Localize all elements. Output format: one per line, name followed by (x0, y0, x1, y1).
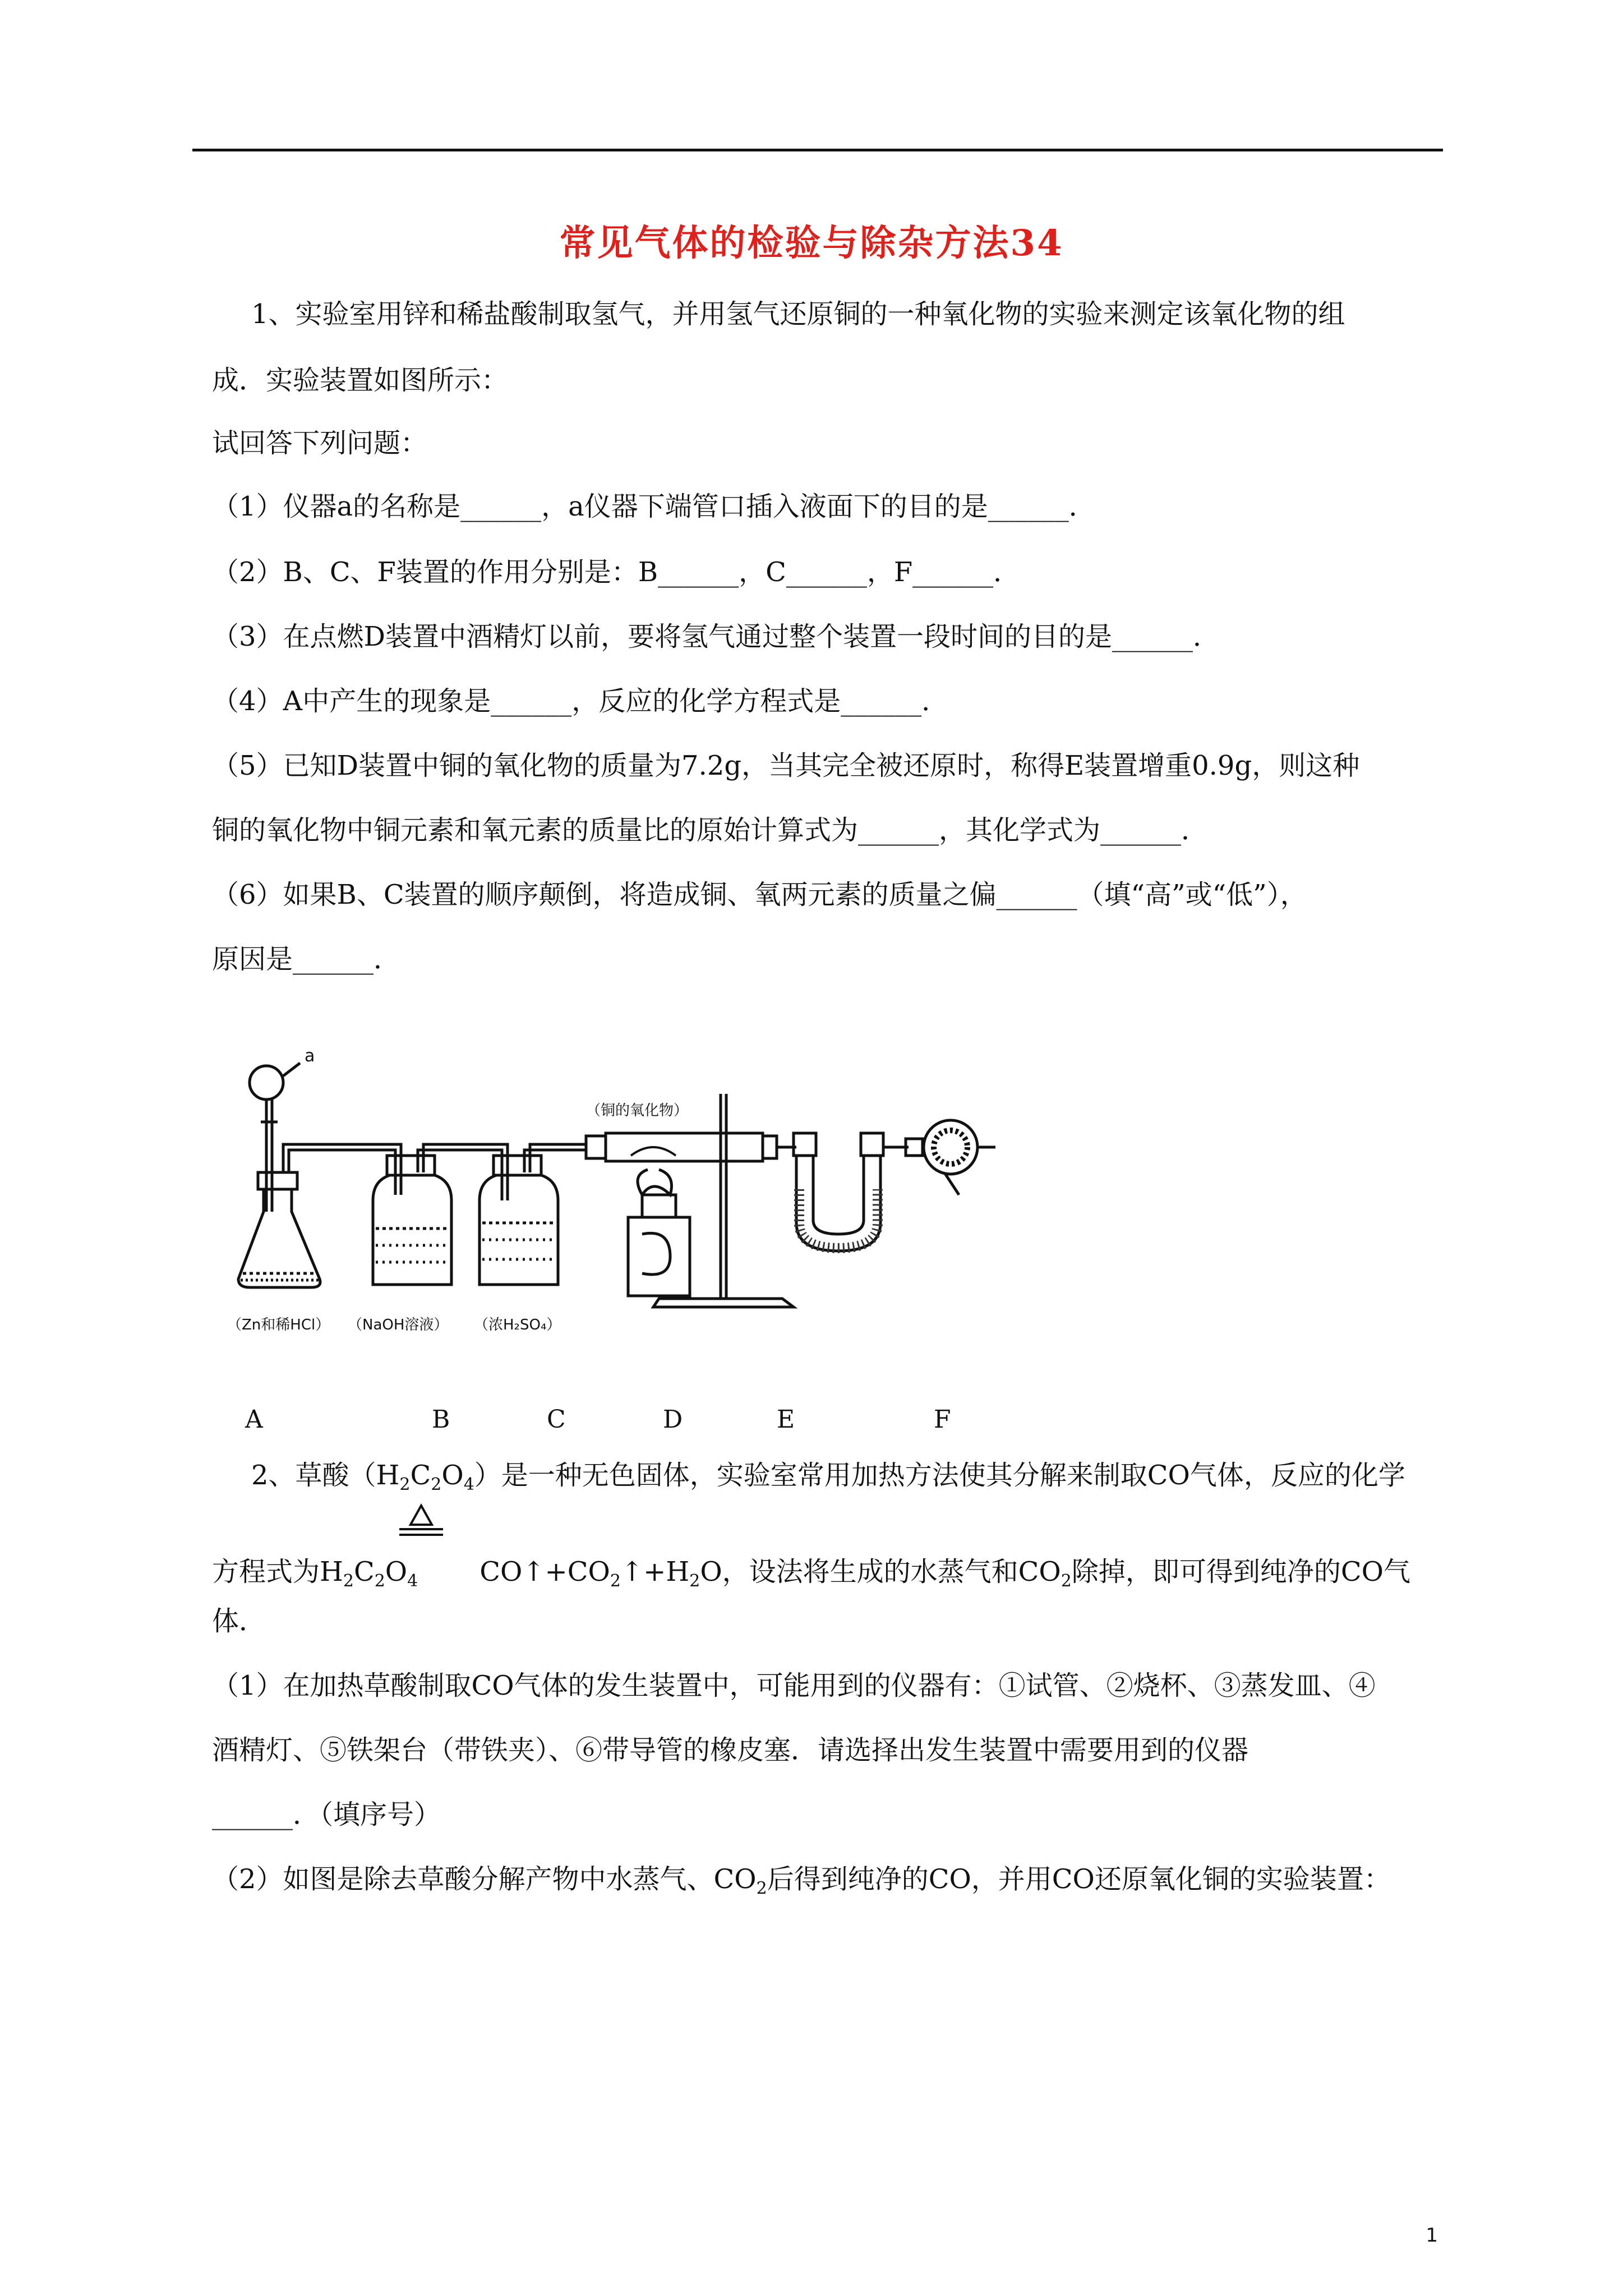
q1-part6-line1: （6）如果B、C装置的顺序颠倒，将造成铜、氧两元素的质量之偏______（填“高”或“低”）， (212, 879, 1307, 910)
label-bottle-b: （NaOH溶液） (348, 1317, 449, 1333)
q1-intro-line1: 1、实验室用锌和稀盐酸制取氢气，并用氢气还原铜的一种氧化物的实验来测定该氧化物的组 (251, 298, 1345, 330)
q2-equation-end: 体． (212, 1605, 266, 1637)
q1-intro-line2: 成．实验装置如图所示： (212, 365, 509, 396)
letter-a: A (245, 1405, 263, 1434)
q2-part1-line1: （1）在加热草酸制取CO气体的发生装置中，可能用到的仪器有：①试管、②烧杯、③蒸发皿、④ (212, 1670, 1376, 1701)
label-flask-a: （Zn和稀HCl） (227, 1317, 330, 1333)
q1-part5-line1: （5）已知D装置中铜的氧化物的质量为7.2g，当其完全被还原时，称得E装置增重0.9g，则这种 (212, 750, 1360, 781)
q1-part6-line2: 原因是______． (212, 944, 401, 975)
q1-part3: （3）在点燃D装置中酒精灯以前，要将氢气通过整个装置一段时间的目的是______． (212, 621, 1220, 652)
apparatus-figure (227, 1043, 995, 1358)
q1-ask: 试回答下列问题： (212, 427, 428, 459)
label-a: a (305, 1046, 315, 1066)
page-title: 常见气体的检验与除杂方法34 (559, 222, 1064, 264)
q2-part1-line3: ______．（填序号） (212, 1799, 441, 1830)
q1-part4: （4）A中产生的现象是______，反应的化学方程式是______． (212, 685, 949, 717)
label-bottle-c: （浓H₂SO₄） (474, 1317, 561, 1333)
page-number: 1 (1426, 2224, 1438, 2247)
q2-intro-line1: 2、草酸$(H_2C_2O_4)$是一种无色固体，实验室常用加热方法使其分解来制取CO气体，反应的化学 (251, 1460, 1405, 1494)
q1-part5-line2: 铜的氧化物中铜元素和氧元素的质量比的原始计算式为______，其化学式为______． (212, 815, 1209, 846)
bottle-b (373, 1156, 451, 1285)
letter-e: E (777, 1405, 795, 1434)
bottle-c (479, 1156, 558, 1285)
flask-a (238, 1172, 320, 1287)
q1-part2: （2）B、C、F装置的作用分别是：B______，C______，F______． (212, 556, 1021, 588)
q2-part1-line2: 酒精灯、⑤铁架台（带铁夹）、⑥带导管的橡皮塞．请选择出发生装置中需要用到的仪器 (212, 1734, 1249, 1766)
u-tube-e (777, 1133, 883, 1251)
letter-b: B (432, 1405, 450, 1434)
label-copper-oxide: （铜的氧化物） (586, 1102, 689, 1119)
q2-part2: （2）如图是除去草酸分解产物中水蒸气、$CO_2$后得到纯净的CO，并用CO还原氧化铜的实验装置： (212, 1864, 1391, 1898)
header-rule (192, 149, 1443, 151)
letter-d: D (663, 1405, 683, 1434)
q2-equation-line: 方程式为$H_2C_2O_4$ $CO↑+CO_2↑+H_2O$，设法将生成的水蒸气和$CO_2$除掉，即可得到纯净的CO气 (212, 1556, 1410, 1591)
drying-tube-f (883, 1120, 995, 1195)
q1-part1: （1）仪器a的名称是______，a仪器下端管口插入液面下的目的是______． (212, 491, 1096, 522)
letter-c: C (547, 1405, 566, 1434)
letter-f: F (934, 1405, 951, 1434)
heat-delta-symbol (399, 1503, 443, 1537)
reduction-tube-d (586, 1094, 794, 1307)
